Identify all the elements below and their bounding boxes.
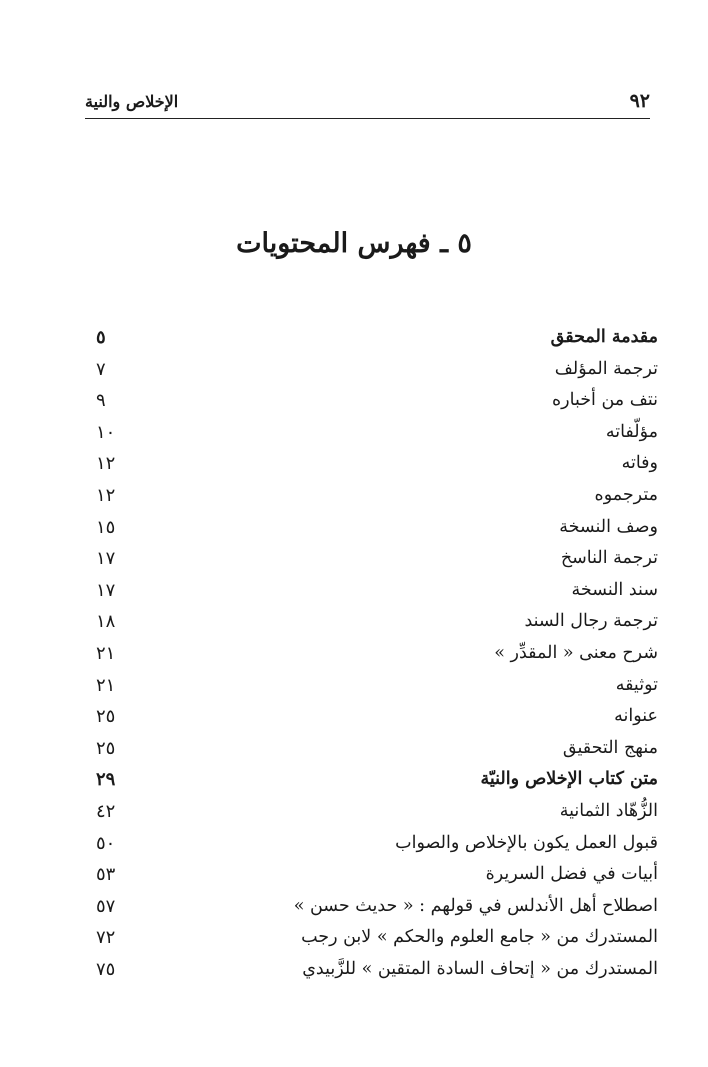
toc-entry <box>96 796 658 828</box>
toc-entry <box>96 606 658 638</box>
toc-entry <box>96 954 658 986</box>
toc-entry-title: توثيقه <box>615 674 658 695</box>
toc-entry-page-number: ٢٥ <box>96 737 116 759</box>
toc-entry <box>96 922 658 954</box>
toc-entry <box>96 828 658 860</box>
toc-entry-title: وفاته <box>621 453 658 474</box>
toc-entry-page-number: ١٥ <box>96 516 116 538</box>
toc-entry-title: مؤلّفاته <box>605 421 658 442</box>
page-header <box>85 88 650 119</box>
toc-entry <box>96 354 658 386</box>
toc-entry-title: ترجمة المؤلف <box>554 358 658 379</box>
toc-entry-title: مترجموه <box>594 484 658 505</box>
toc-entry-title: نتف من أخباره <box>552 390 658 411</box>
toc-entry-page-number: ١٧ <box>96 548 116 570</box>
toc-entry-page-number: ٩ <box>96 390 106 412</box>
toc-entry-page-number: ١٧ <box>96 579 116 601</box>
toc-entry-page-number: ١٢ <box>96 484 116 506</box>
toc-entry-page-number: ٧٥ <box>96 958 116 980</box>
toc-entry <box>96 638 658 670</box>
toc-entry-title: شرح معنى « المقدِّر » <box>494 642 658 663</box>
toc-entry-title: منهج التحقيق <box>562 737 658 758</box>
toc-entry-title: الزُّهّاد الثمانية <box>559 800 658 821</box>
toc-entry-title: ترجمة رجال السند <box>524 611 658 632</box>
toc-entry-page-number: ١٨ <box>96 611 116 633</box>
table-of-contents <box>96 322 658 985</box>
toc-entry-page-number: ٢٩ <box>96 769 116 791</box>
toc-entry-page-number: ٧٢ <box>96 927 116 949</box>
toc-entry-page-number: ٤٢ <box>96 800 116 822</box>
toc-entry-page-number: ٧ <box>96 358 106 380</box>
toc-entry <box>96 701 658 733</box>
toc-entry-title: قبول العمل يكون بالإخلاص والصواب <box>395 832 658 853</box>
toc-entry-title: ترجمة الناسخ <box>560 548 658 569</box>
toc-entry-title: اصطلاح أهل الأندلس في قولهم : « حديث حسن » <box>293 895 658 916</box>
toc-entry-page-number: ١٢ <box>96 453 116 475</box>
toc-entry-title: أبيات في فضل السريرة <box>485 864 658 885</box>
toc-entry <box>96 480 658 512</box>
toc-entry-page-number: ٥٠ <box>96 832 116 854</box>
toc-entry <box>96 670 658 702</box>
toc-entry-title: المستدرك من « إتحاف السادة المتقين » للزَّبيدي <box>302 958 658 979</box>
toc-entry-title: المستدرك من « جامع العلوم والحكم » لابن رجب <box>301 927 658 948</box>
toc-entry-page-number: ٢١ <box>96 674 116 696</box>
toc-entry-title: عنوانه <box>614 706 658 727</box>
toc-entry <box>96 859 658 891</box>
toc-entry-page-number: ١٠ <box>96 421 116 443</box>
toc-entry <box>96 448 658 480</box>
page-number: ٩٢ <box>629 90 650 112</box>
toc-entry-title: وصف النسخة <box>559 516 658 537</box>
toc-entry-title: سند النسخة <box>571 579 658 600</box>
toc-entry <box>96 891 658 923</box>
toc-entry <box>96 733 658 765</box>
toc-entry <box>96 575 658 607</box>
toc-entry <box>96 417 658 449</box>
toc-entry-page-number: ٢١ <box>96 642 116 664</box>
toc-entry <box>96 543 658 575</box>
section-title: ٥ ـ فهرس المحتويات <box>236 228 472 259</box>
toc-entry-title: متن كتاب الإخلاص والنيّة <box>480 769 658 790</box>
toc-entry-page-number: ٢٥ <box>96 706 116 728</box>
toc-entry-title: مقدمة المحقق <box>550 327 658 347</box>
toc-entry <box>96 764 658 796</box>
toc-entry <box>96 322 658 354</box>
toc-entry <box>96 512 658 544</box>
running-title: الإخلاص والنية <box>85 92 179 111</box>
toc-entry <box>96 385 658 417</box>
toc-entry-page-number: ٥٧ <box>96 895 116 917</box>
toc-entry-page-number: ٥ <box>96 327 106 348</box>
toc-entry-page-number: ٥٣ <box>96 864 116 886</box>
